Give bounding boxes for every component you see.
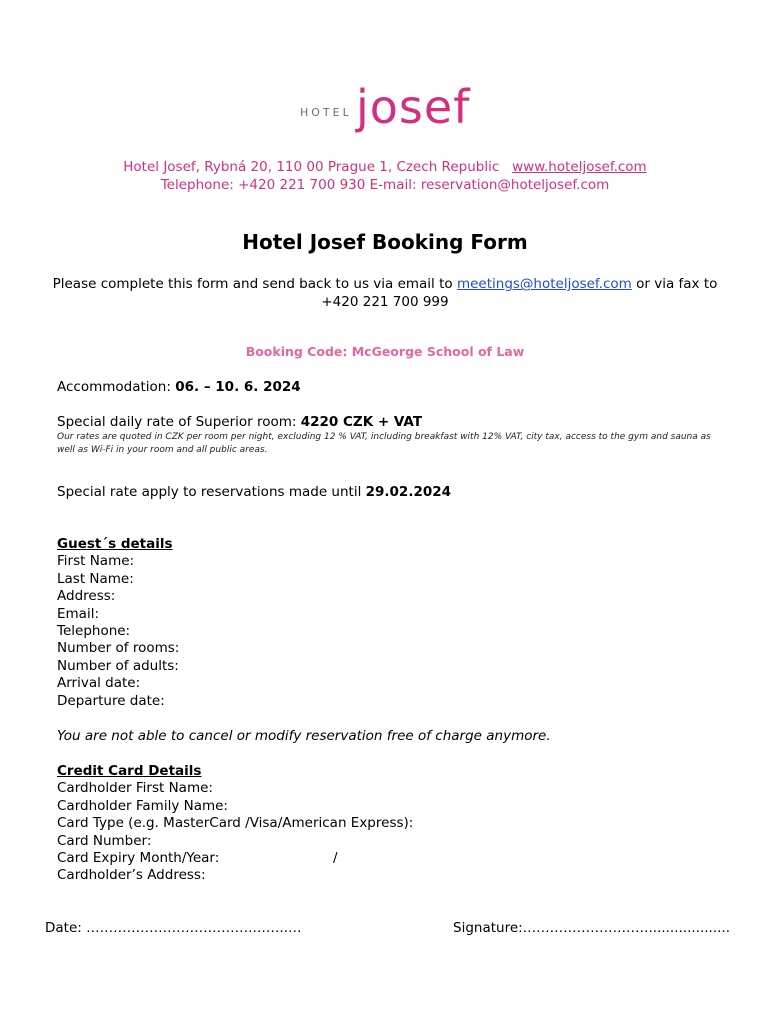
guest-field-adults: Number of adults: [57, 657, 179, 674]
accommodation-line [57, 379, 301, 396]
intro-text [50, 275, 720, 311]
fax-number: +420 221 700 999 [321, 294, 449, 310]
rate-label: Special daily rate of Superior room: [57, 414, 301, 430]
guest-details-section [57, 536, 179, 710]
card-field-type: Card Type (e.g. MasterCard /Visa/American Express): [57, 815, 414, 832]
deadline-date: 29.02.2024 [365, 484, 452, 500]
card-field-first-name: Cardholder First Name: [57, 780, 213, 797]
logo-hotel-text: HOTEL [300, 106, 352, 119]
guest-field-email: Email: [57, 605, 100, 622]
guest-field-first-name: First Name: [57, 553, 135, 570]
card-field-address: Cardholder’s Address: [57, 867, 206, 884]
card-field-family-name: Cardholder Family Name: [57, 797, 228, 814]
logo-josef-text: josef [356, 80, 471, 134]
card-expiry-label: Card Expiry Month/Year: [57, 850, 220, 867]
date-line: Date: ……………………………….……..… [45, 920, 302, 936]
rate-value: 4220 CZK + VAT [300, 414, 423, 430]
intro-after: or via fax to [631, 276, 718, 292]
accommodation-dates: 06. – 10. 6. 2024 [175, 379, 301, 395]
rate-line [57, 414, 422, 431]
guest-field-address: Address: [57, 588, 116, 605]
hotel-contact-line: Telephone: +420 221 700 930 E-mail: reservation@hoteljosef.com [160, 177, 610, 193]
deadline-label: Special rate apply to reservations made until [57, 484, 366, 500]
booking-code: Booking Code: McGeorge School of Law [245, 344, 525, 359]
guest-details-heading: Guest´s details [57, 536, 173, 552]
credit-card-section [57, 763, 413, 885]
rate-note: Our rates are quoted in CZK per room per night, excluding 12 % VAT, including breakfast with 12% VAT, city tax, access to the gym and sauna as well as Wi-Fi in your room and all public areas. [57, 432, 711, 455]
hotel-address-line [0, 159, 770, 175]
card-expiry-separator: / [333, 850, 338, 867]
hotel-address: Hotel Josef, Rybná 20, 110 00 Prague 1, Czech Republic [123, 159, 500, 175]
card-field-expiry [57, 850, 413, 867]
meetings-email-link[interactable]: meetings@hoteljosef.com [456, 276, 632, 292]
page-title: Hotel Josef Booking Form [242, 230, 528, 254]
guest-field-last-name: Last Name: [57, 570, 134, 587]
guest-field-telephone: Telephone: [57, 623, 131, 640]
deadline-line [57, 484, 451, 501]
guest-field-arrival: Arrival date: [57, 675, 141, 692]
signature-line: Signature:………………….……................... [453, 920, 731, 936]
website-link[interactable]: www.hoteljosef.com [512, 159, 647, 175]
cancel-notice: You are not able to cancel or modify reservation free of charge anymore. [57, 728, 551, 744]
accommodation-label: Accommodation: [57, 379, 176, 395]
intro-before: Please complete this form and send back to us via email to [52, 276, 457, 292]
credit-card-heading: Credit Card Details [57, 763, 202, 779]
guest-field-rooms: Number of rooms: [57, 640, 180, 657]
card-field-number: Card Number: [57, 832, 152, 849]
guest-field-departure: Departure date: [57, 692, 165, 709]
